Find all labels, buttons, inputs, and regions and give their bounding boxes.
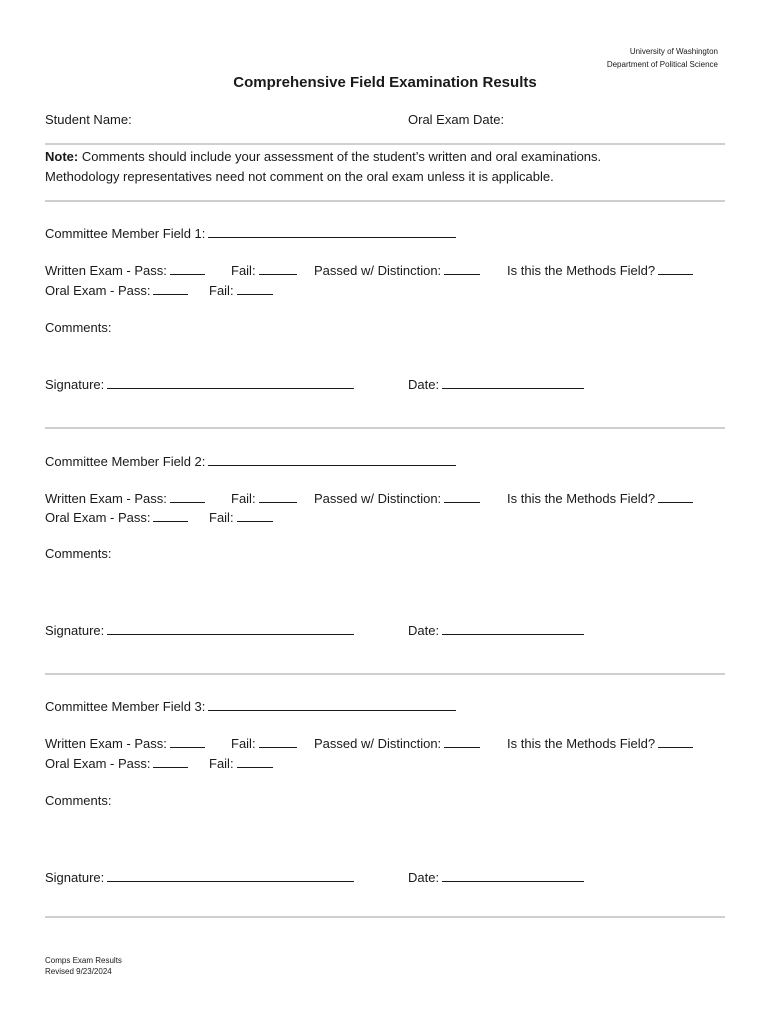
methods-blank[interactable] (658, 490, 693, 503)
note-text-1: Comments should include your assessment of the student’s written and oral examinations. (81, 149, 602, 164)
distinction-row (314, 735, 480, 751)
written-fail-label: Fail: (231, 263, 256, 278)
date-row (408, 376, 584, 392)
written-fail-blank[interactable] (259, 735, 297, 748)
oral-pass-row (45, 755, 188, 771)
oral-fail-label: Fail: (209, 510, 234, 525)
written-pass-label: Written Exam - Pass: (45, 263, 167, 278)
oral-pass-blank[interactable] (153, 509, 188, 522)
field-label: Committee Member Field 1: (45, 226, 206, 241)
written-pass-row (45, 490, 205, 506)
footer-revised: Revised 9/23/2024 (45, 967, 112, 976)
signature-row (45, 622, 354, 638)
methods-label: Is this the Methods Field? (507, 491, 656, 506)
oral-pass-label: Oral Exam - Pass: (45, 510, 151, 525)
signature-label: Signature: (45, 377, 105, 392)
oral-fail-blank[interactable] (237, 755, 273, 768)
date-blank[interactable] (442, 869, 584, 882)
oral-exam-date-label: Oral Exam Date: (408, 112, 505, 127)
divider (45, 916, 725, 918)
distinction-label: Passed w/ Distinction: (314, 736, 442, 751)
note-text-2: Methodology representatives need not comment on the oral exam unless it is applicable. (45, 169, 554, 184)
written-fail-row (231, 735, 297, 751)
signature-blank[interactable] (107, 376, 354, 389)
comments-label: Comments: (45, 793, 112, 808)
oral-fail-row (209, 282, 273, 298)
date-label: Date: (408, 870, 440, 885)
signature-label: Signature: (45, 623, 105, 638)
written-fail-label: Fail: (231, 491, 256, 506)
oral-pass-blank[interactable] (153, 282, 188, 295)
oral-fail-label: Fail: (209, 756, 234, 771)
date-blank[interactable] (442, 376, 584, 389)
comments-label: Comments: (45, 320, 112, 335)
methods-blank[interactable] (658, 262, 693, 275)
field-blank[interactable] (208, 453, 456, 466)
oral-fail-blank[interactable] (237, 509, 273, 522)
university-name: University of Washington (629, 47, 718, 56)
oral-fail-row (209, 509, 273, 525)
note-label: Note: (45, 149, 79, 164)
divider (45, 143, 725, 145)
field-blank[interactable] (208, 225, 456, 238)
written-pass-blank[interactable] (170, 262, 205, 275)
date-label: Date: (408, 623, 440, 638)
written-pass-row (45, 262, 205, 278)
methods-label: Is this the Methods Field? (507, 736, 656, 751)
distinction-blank[interactable] (444, 490, 480, 503)
written-fail-blank[interactable] (259, 262, 297, 275)
field-label: Committee Member Field 3: (45, 699, 206, 714)
written-fail-row (231, 490, 297, 506)
oral-pass-row (45, 282, 188, 298)
divider (45, 427, 725, 429)
page-title: Comprehensive Field Examination Results (233, 74, 537, 91)
signature-blank[interactable] (107, 622, 354, 635)
methods-row (507, 262, 693, 278)
oral-fail-blank[interactable] (237, 282, 273, 295)
divider (45, 200, 725, 202)
signature-row (45, 376, 354, 392)
date-label: Date: (408, 377, 440, 392)
footer-title: Comps Exam Results (45, 956, 122, 965)
distinction-label: Passed w/ Distinction: (314, 491, 442, 506)
distinction-row (314, 262, 480, 278)
signature-row (45, 869, 354, 885)
date-row (408, 622, 584, 638)
oral-fail-row (209, 755, 273, 771)
distinction-label: Passed w/ Distinction: (314, 263, 442, 278)
comments-label: Comments: (45, 546, 112, 561)
oral-pass-label: Oral Exam - Pass: (45, 756, 151, 771)
oral-pass-row (45, 509, 188, 525)
department-name: Department of Political Science (606, 60, 718, 69)
signature-blank[interactable] (107, 869, 354, 882)
written-fail-row (231, 262, 297, 278)
field-label: Committee Member Field 2: (45, 454, 206, 469)
methods-label: Is this the Methods Field? (507, 263, 656, 278)
written-pass-label: Written Exam - Pass: (45, 736, 167, 751)
written-pass-row (45, 735, 205, 751)
signature-label: Signature: (45, 870, 105, 885)
distinction-blank[interactable] (444, 262, 480, 275)
field-label-row (45, 225, 456, 241)
field-blank[interactable] (208, 698, 456, 711)
written-pass-label: Written Exam - Pass: (45, 491, 167, 506)
methods-row (507, 490, 693, 506)
field-label-row (45, 698, 456, 714)
field-label-row (45, 453, 456, 469)
written-pass-blank[interactable] (170, 735, 205, 748)
date-row (408, 869, 584, 885)
written-fail-blank[interactable] (259, 490, 297, 503)
oral-pass-label: Oral Exam - Pass: (45, 283, 151, 298)
written-pass-blank[interactable] (170, 490, 205, 503)
oral-pass-blank[interactable] (153, 755, 188, 768)
student-name-label: Student Name: (45, 112, 132, 127)
note-line-1 (45, 149, 601, 164)
distinction-row (314, 490, 480, 506)
written-fail-label: Fail: (231, 736, 256, 751)
oral-fail-label: Fail: (209, 283, 234, 298)
methods-row (507, 735, 693, 751)
distinction-blank[interactable] (444, 735, 480, 748)
methods-blank[interactable] (658, 735, 693, 748)
divider (45, 673, 725, 675)
date-blank[interactable] (442, 622, 584, 635)
